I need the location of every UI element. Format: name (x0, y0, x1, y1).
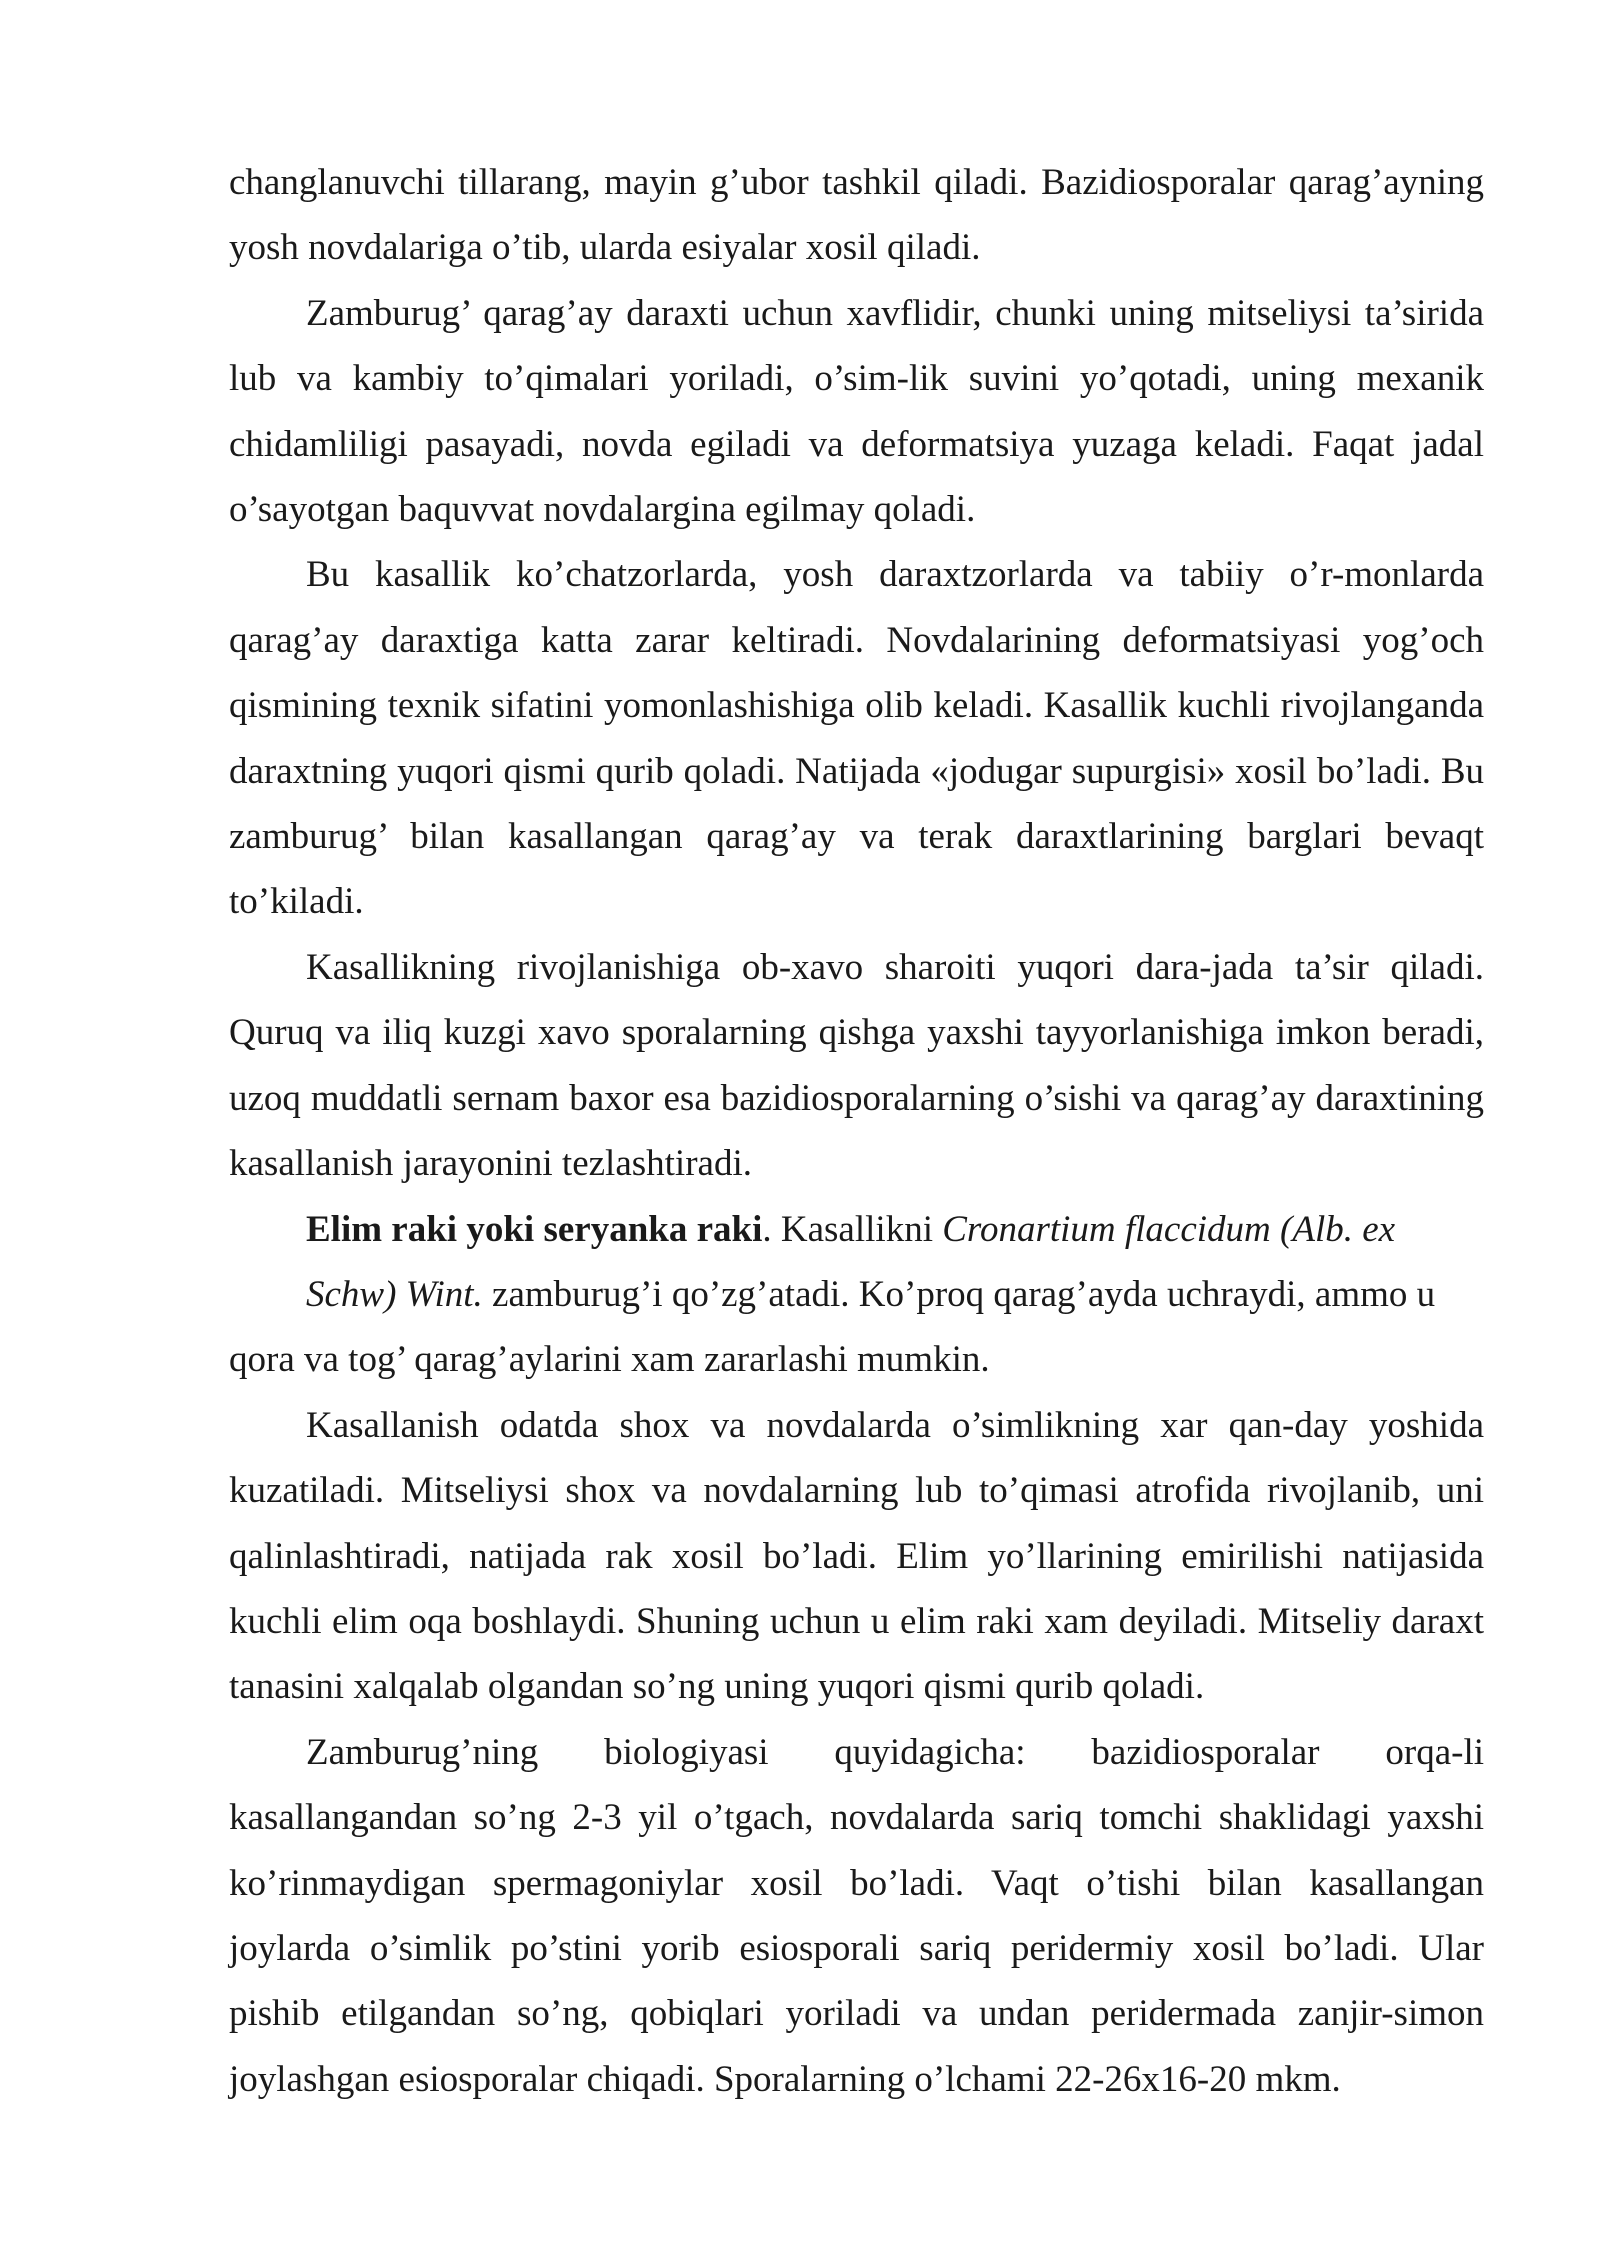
paragraph-tail: qora va tog’ qarag’aylarini xam zararlashi mumkin. (229, 1339, 990, 1381)
species-name-part2: Schw) Wint. (306, 1273, 483, 1315)
species-name-part1: Cronartium flaccidum (Alb. ex (942, 1208, 1396, 1250)
paragraph-symptoms: Kasallanish odatda shox va novdalarda o’simlikning xar qan-day yoshida kuzatiladi. Mitseliysi shox va novdalarning lub to’qimasi atrofida rivojlanib, uni qalinlashtiradi, natijada rak xosil bo’ladi. Elim yo’llarining emirilishi natijasida kuchli elim oqa boshlaydi. Shuning uchun u elim raki xam deyiladi. Mitseliy daraxt tanasini xalqalab olgandan so’ng uning yuqori qismi qurib qoladi. (229, 1404, 1484, 1708)
paragraph-damage: Bu kasallik ko’chatzorlarda, yosh daraxtzorlarda va tabiiy o’r-monlarda qarag’ay daraxtiga katta zarar keltiradi. Novdalarining deformatsiyasi yog’och qismining texnik sifatini yomonlashishiga olib keladi. Kasallik kuchli rivojlanganda daraxtning yuqori qismi qurib qoladi. Natijada «jodugar supurgisi» xosil bo’ladi. Bu zamburug’ bilan kasallangan qarag’ay va terak daraxtlarining barglari bevaqt to’kiladi. (229, 554, 1484, 923)
document-page (229, 150, 1484, 2112)
paragraph-elim-raki (229, 1197, 1484, 1393)
paragraph-biology: Zamburug’ning biologiyasi quyidagicha: bazidiosporalar orqa-li kasallangandan so’ng 2-3 yil o’tgach, novdalarda sariq tomchi shaklidagi yaxshi ko’rinmaydigan spermagoniylar xosil bo’ladi. Vaqt o’tishi bilan kasallangan joylarda o’simlik po’stini yorib esiosporali sariq peridermiy xosil bo’ladi. Ular pishib etilgandan so’ng, qobiqlari yoriladi va undan peridermada zanjir-simon joylashgan esiosporalar chiqadi. Sporalarning o’lchami 22-26x16-20 mkm. (229, 1731, 1484, 2100)
paragraph-continuation: changlanuvchi tillarang, mayin g’ubor tashkil qiladi. Bazidiosporalar qarag’ayning yosh novdalariga o’tib, ularda esiyalar xosil qiladi. (229, 162, 1484, 269)
section-heading: Elim raki yoki seryanka raki (306, 1208, 763, 1250)
paragraph-weather: Kasallikning rivojlanishiga ob-xavo sharoiti yuqori dara-jada ta’sir qiladi. Quruq va iliq kuzgi xavo sporalarning qishga yaxshi tayyorlanishiga imkon beradi, uzoq muddatli sernam baxor esa bazidiosporalarning o’sishi va qarag’ay daraxtining kasallanish jarayonini tezlashtiradi. (229, 946, 1484, 1185)
species-description: zamburug’i qo’zg’atadi. Ko’proq qarag’ayda uchraydi, ammo u (482, 1273, 1436, 1315)
heading-continuation: . Kasallikni (762, 1208, 943, 1250)
paragraph-danger: Zamburug’ qarag’ay daraxti uchun xavflidir, chunki uning mitseliysi ta’sirida lub va kambiy to’qimalari yoriladi, o’sim-lik suvini yo’qotadi, uning mexanik chidamliligi pasayadi, novda egiladi va deformatsiya yuzaga keladi. Faqat jadal o’sayotgan baquvvat novdalargina egilmay qoladi. (229, 292, 1484, 531)
